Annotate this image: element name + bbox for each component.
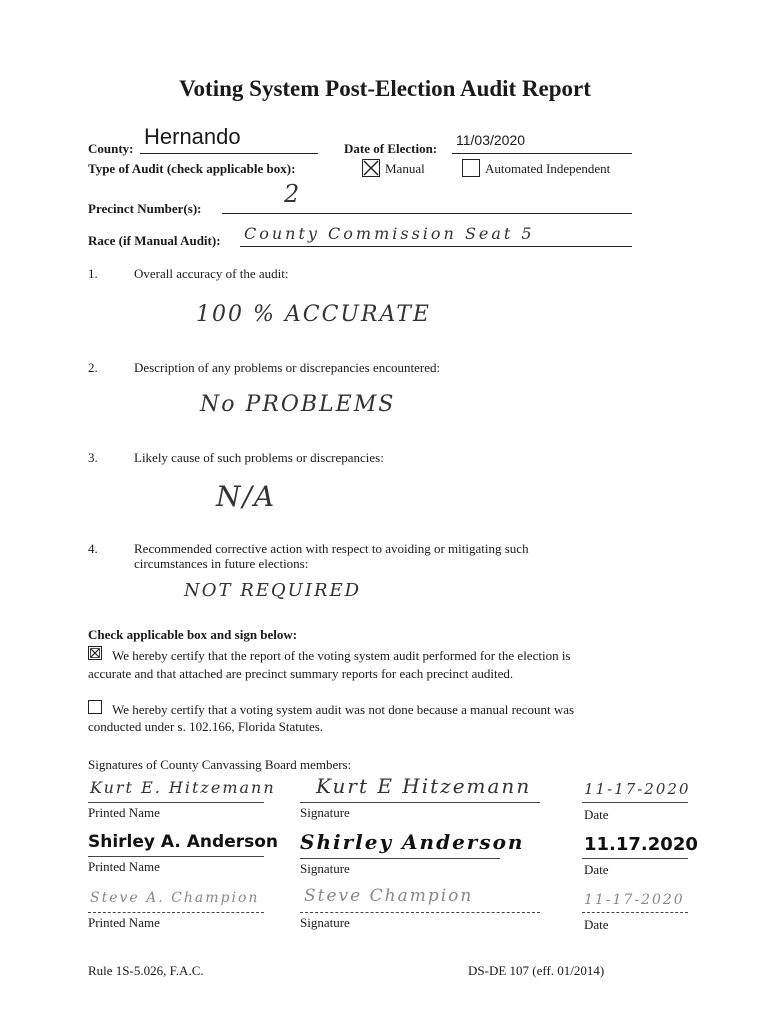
item-number: 3. [88,450,98,465]
certify-option1-text-line2: accurate and that attached are precinct summary reports for each precinct audited. [88,666,514,681]
precinct-underline [222,213,632,214]
race-label: Race (if Manual Audit): [88,233,221,248]
signature-label: Signature [300,861,350,876]
manual-checkbox[interactable] [362,159,380,177]
item-answer[interactable]: N/A [216,480,277,513]
check-x-icon [363,160,379,176]
printed-name-value[interactable]: Kurt E. Hitzemann [90,778,276,797]
date-value[interactable]: 11.17.2020 [584,834,698,855]
date-value[interactable]: 11-17-2020 [584,892,685,908]
item-question: Overall accuracy of the audit: [134,266,289,281]
printed-name-value[interactable]: Shirley A. Anderson [88,832,279,852]
date-label: Date [584,917,609,932]
item-number: 1. [88,266,98,281]
date-label: Date [584,807,609,822]
date-of-election-value[interactable]: 11/03/2020 [456,132,526,148]
footer-form-id: DS-DE 107 (eff. 01/2014) [468,963,605,978]
precinct-label: Precinct Number(s): [88,201,202,216]
date-underline [452,153,632,154]
county-underline [140,153,318,154]
county-label: County: [88,141,134,156]
signature-value[interactable]: Steve Champion [304,886,474,906]
footer-rule: Rule 1S-5.026, F.A.C. [88,963,204,978]
signature-label: Signature [300,915,350,930]
item-question: Description of any problems or discrepancies encountered: [134,360,441,375]
signature-line [300,912,540,913]
check-x-icon [89,647,101,659]
printed-name-line [88,856,264,857]
printed-name-label: Printed Name [88,805,160,820]
certify-option2-checkbox[interactable] [88,700,102,714]
item-question: Recommended corrective action with respect to avoiding or mitigating such [134,541,529,556]
item-question-line2: circumstances in future elections: [134,556,309,571]
item-number: 4. [88,541,98,556]
manual-label: Manual [385,161,425,176]
automated-label: Automated Independent [485,161,611,176]
county-value[interactable]: Hernando [144,124,241,149]
date-line [582,802,688,803]
race-value[interactable]: County Commission Seat 5 [244,224,535,243]
printed-name-line [88,802,264,803]
printed-name-value[interactable]: Steve A. Champion [90,890,260,906]
item-answer[interactable]: No PROBLEMS [200,392,396,417]
signature-label: Signature [300,805,350,820]
certify-option2-text-line2: conducted under s. 102.166, Florida Statutes. [88,719,324,734]
printed-name-label: Printed Name [88,915,160,930]
signature-value[interactable]: Kurt E Hitzemann [316,774,532,798]
signature-line [300,802,540,803]
page-title: Voting System Post-Election Audit Report [179,76,591,101]
certify-option1-text: We hereby certify that the report of the voting system audit performed for the election is [112,648,571,663]
audit-type-label: Type of Audit (check applicable box): [88,161,296,176]
printed-name-label: Printed Name [88,859,160,874]
item-answer[interactable]: NOT REQUIRED [184,580,362,601]
item-number: 2. [88,360,98,375]
certify-heading: Check applicable box and sign below: [88,627,298,642]
date-line [582,912,688,913]
date-label: Date [584,862,609,877]
certify-option2-text: We hereby certify that a voting system audit was not done because a manual recount was [112,702,575,717]
signatures-heading: Signatures of County Canvassing Board members: [88,757,352,772]
certify-option1-checkbox[interactable] [88,646,102,660]
printed-name-line [88,912,264,913]
precinct-value[interactable]: 2 [284,180,302,208]
signature-line [300,858,500,859]
item-question: Likely cause of such problems or discrepancies: [134,450,384,465]
race-underline [240,246,632,247]
item-answer[interactable]: 100 % ACCURATE [196,302,431,327]
date-of-election-label: Date of Election: [344,141,438,156]
automated-checkbox[interactable] [462,159,480,177]
date-value[interactable]: 11-17-2020 [584,780,691,798]
signature-value[interactable]: Shirley Anderson [300,830,525,854]
date-line [582,858,688,859]
